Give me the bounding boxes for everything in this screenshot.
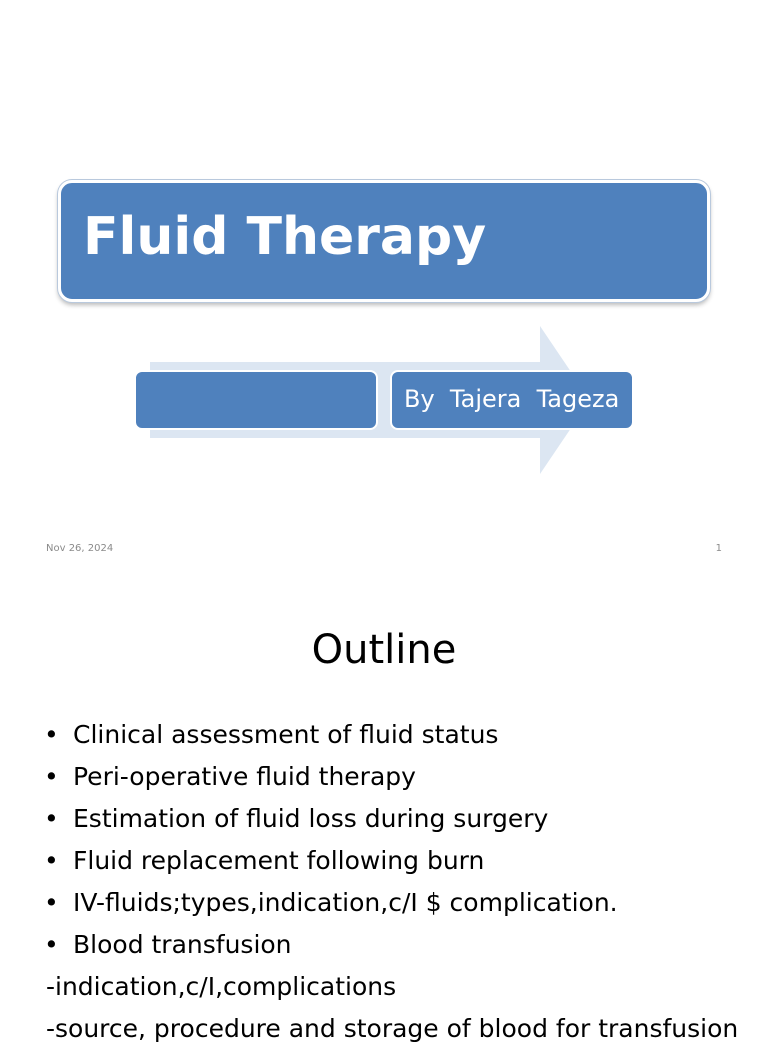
bullet-item — [44, 924, 618, 966]
bullet-item — [44, 756, 618, 798]
bullet-icon: • — [44, 930, 59, 959]
bullet-icon: • — [44, 762, 59, 791]
bullet-item — [44, 714, 618, 756]
bullet-text: Blood transfusion — [73, 930, 292, 959]
author-box — [390, 370, 634, 430]
bullet-icon: • — [44, 720, 59, 749]
slide-date: Nov 26, 2024 — [46, 543, 114, 554]
bullet-text: Peri-operative fluid therapy — [73, 762, 416, 791]
bullet-icon: • — [44, 846, 59, 875]
author-text: By Tajera Tageza — [404, 385, 620, 413]
sub-line-source: -source, procedure and storage of blood for transfusion — [46, 1014, 739, 1043]
outline-bullet-list — [44, 714, 618, 966]
sub-line-indications: -indication,c/I,complications — [46, 972, 397, 1001]
bullet-item — [44, 882, 618, 924]
bullet-text: Estimation of fluid loss during surgery — [73, 804, 549, 833]
bullet-text: Fluid replacement following burn — [73, 846, 485, 875]
outline-title: Outline — [311, 627, 457, 673]
slide-number: 1 — [715, 543, 722, 554]
empty-process-box — [134, 370, 378, 430]
bullet-text: IV-fluids;types,indication,c/I $ complication. — [73, 888, 618, 917]
bullet-text: Clinical assessment of fluid status — [73, 720, 499, 749]
slide-2 — [0, 566, 768, 1043]
slide-title: Fluid Therapy — [83, 207, 487, 267]
bullet-item — [44, 840, 618, 882]
title-box — [58, 180, 710, 302]
bullet-item — [44, 798, 618, 840]
bullet-icon: • — [44, 804, 59, 833]
bullet-icon: • — [44, 888, 59, 917]
